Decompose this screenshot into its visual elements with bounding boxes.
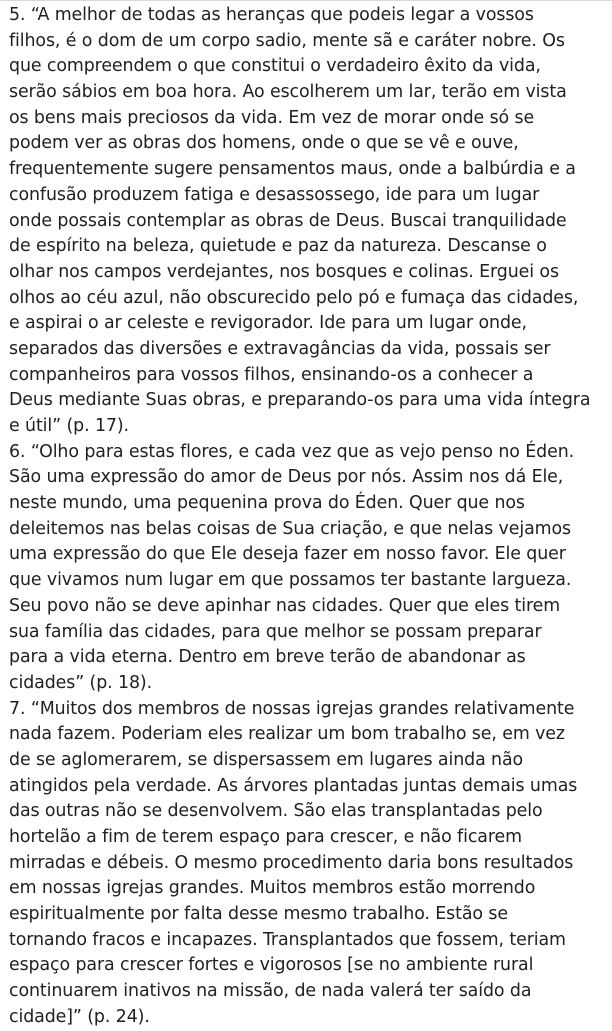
text-line: 7. “Muitos dos membros de nossas igrejas grandes relativamente xyxy=(9,698,575,719)
text-line: deleitemos nas belas coisas de Sua criação, e que nelas vejamos xyxy=(9,518,571,539)
text-line: olhar nos campos verdejantes, nos bosques e colinas. Erguei os xyxy=(9,261,559,282)
text-line: confusão produzem fatiga e desassossego, ide para um lugar xyxy=(9,184,540,205)
text-line: de espírito na beleza, quietude e paz da natureza. Descanse o xyxy=(9,236,547,257)
text-line: 6. “Olho para estas flores, e cada vez que as vejo penso no Éden. xyxy=(9,441,575,462)
text-line: de se aglomerarem, se dispersassem em lugares ainda não xyxy=(9,749,524,770)
text-line: São uma expressão do amor de Deus por nós. Assim nos dá Ele, xyxy=(9,467,564,488)
text-line: filhos, é o dom de um corpo sadio, mente sã e caráter nobre. Os xyxy=(9,30,565,51)
text-line: 5. “A melhor de todas as heranças que podeis legar a vossos xyxy=(9,5,534,25)
text-line: frequentemente sugere pensamentos maus, onde a balbúrdia e a xyxy=(9,159,576,180)
text-line: atingidos pela verdade. As árvores plantadas juntas demais umas xyxy=(9,775,578,796)
text-line: tornando fracos e incapazes. Transplantados que fossem, teriam xyxy=(9,929,566,950)
text-line: das outras não se desenvolvem. São elas transplantadas pelo xyxy=(9,801,543,822)
text-line: que compreendem o que constitui o verdadeiro êxito da vida, xyxy=(9,56,541,77)
text-line: Seu povo não se deve apinhar nas cidades. Quer que eles tirem xyxy=(9,595,561,616)
text-line: nada fazem. Poderiam eles realizar um bom trabalho se, em vez xyxy=(9,724,565,745)
text-line: em nossas igrejas grandes. Muitos membros estão morrendo xyxy=(9,878,536,899)
text-line: e aspirai o ar celeste e revigorador. Ide para um lugar onde, xyxy=(9,313,527,334)
text-line: cidades” (p. 18). xyxy=(9,672,153,693)
text-line: serão sábios em boa hora. Ao escolherem um lar, terão em vista xyxy=(9,82,567,103)
text-line: companheiros para vossos filhos, ensinando-os a conhecer a xyxy=(9,364,534,385)
text-line: podem ver as obras dos homens, onde o que se vê e ouve, xyxy=(9,133,519,154)
text-line: neste mundo, uma pequenina prova do Éden. Quer que nos xyxy=(9,493,525,514)
text-line: sua família das cidades, para que melhor se possam preparar xyxy=(9,621,542,642)
text-line: hortelão a fim de terem espaço para crescer, e não ficarem xyxy=(9,827,522,847)
text-line: espiritualmente por falta desse mesmo trabalho. Estão se xyxy=(9,904,508,925)
text-line: uma expressão do que Ele deseja fazer em nosso favor. Ele quer xyxy=(9,544,566,565)
top-divider xyxy=(0,0,612,1)
text-line: mirradas e débeis. O mesmo procedimento daria bons resultados xyxy=(9,852,574,873)
document-text xyxy=(9,3,609,1031)
text-line: cidade]” (p. 24). xyxy=(9,1006,150,1027)
text-line: espaço para crescer fortes e vigorosos [se no ambiente rural xyxy=(9,955,534,976)
text-line: e útil” (p. 17). xyxy=(9,416,129,436)
text-line: continuarem inativos na missão, de nada valerá ter saído da xyxy=(9,981,532,1002)
text-line: olhos ao céu azul, não obscurecido pelo pó e fumaça das cidades, xyxy=(9,287,579,308)
text-line: os bens mais preciosos da vida. Em vez de morar onde só se xyxy=(9,107,535,128)
text-line: que vivamos num lugar em que possamos ter bastante largueza. xyxy=(9,570,572,591)
text-line: separados das diversões e extravagâncias da vida, possais ser xyxy=(9,338,551,359)
text-line: para a vida eterna. Dentro em breve terão de abandonar as xyxy=(9,647,526,668)
text-line: onde possais contemplar as obras de Deus. Buscai tranquilidade xyxy=(9,210,567,231)
text-line: Deus mediante Suas obras, e preparando-os para uma vida íntegra xyxy=(9,390,591,411)
